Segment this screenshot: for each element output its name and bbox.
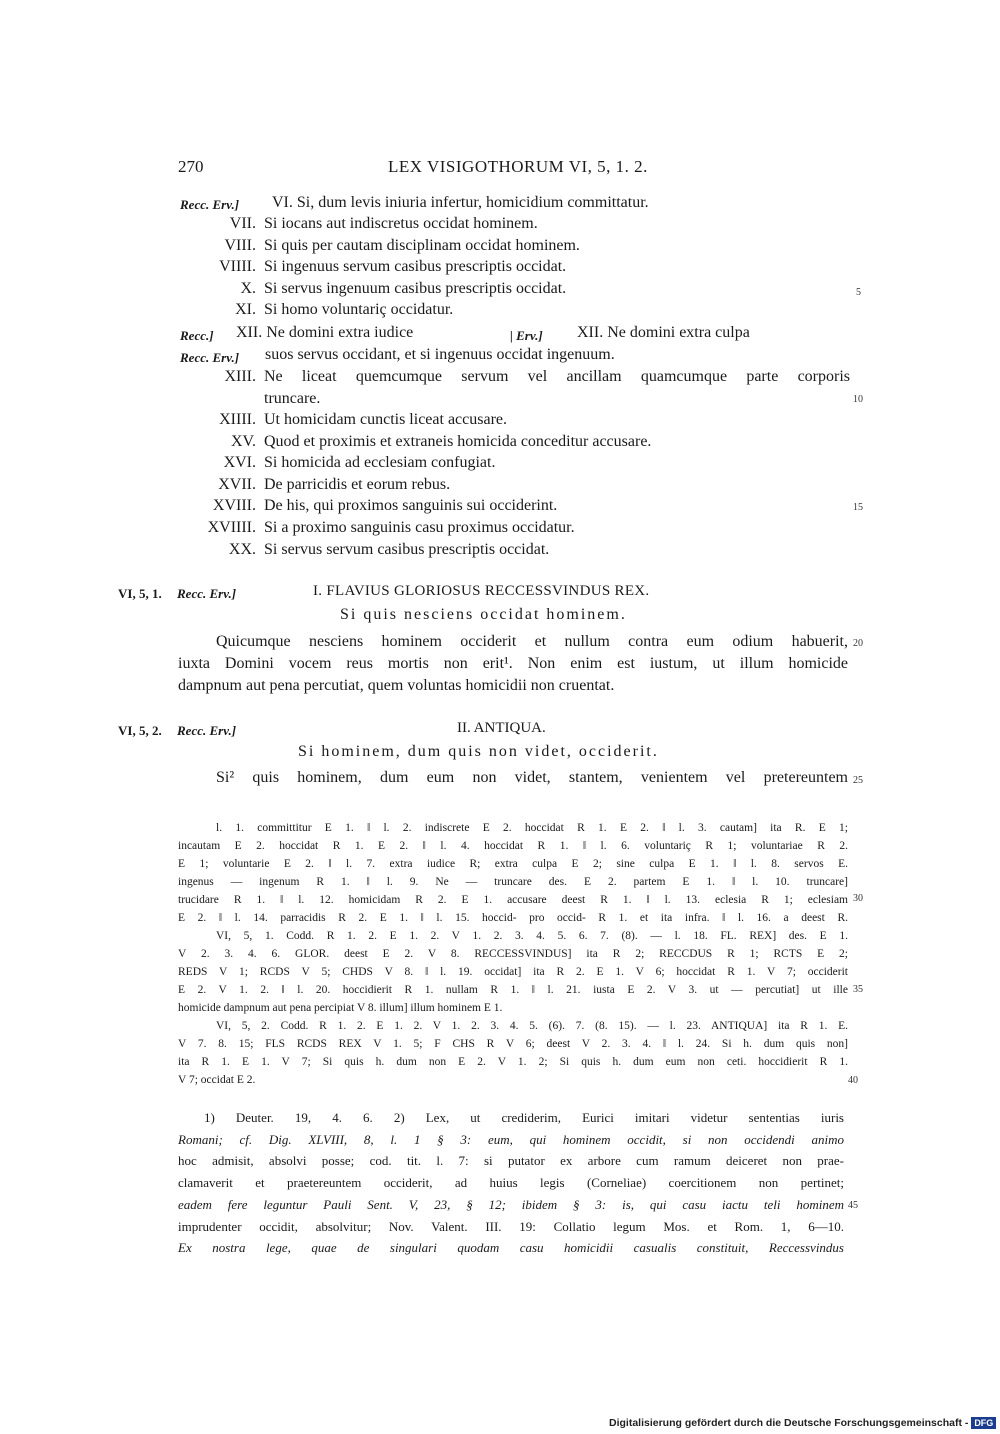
chapter-group-2: XIIII. Ut homicidam cunctis liceat accusare. XV. Quod et proximis et extraneis homicida conceditur accusare. XVI. Si homicida ad ecclesiam confugiat. XVII. De parricidis et eorum rebus. XVIII. De his, qui proximos sanguinis sui occiderint. XVIIII. Si a proximo sanguinis casu proximus occidatur. XX. Si servus servum casibus prescriptis occidat. bbox=[207, 411, 652, 558]
law-heading: II. ANTIQUA. bbox=[457, 720, 546, 736]
chapter-title: Si, dum levis iniuria infertur, homicidium committatur. bbox=[296, 194, 649, 211]
margin-line-number: 30 bbox=[853, 893, 863, 904]
margin-line-number: 5 bbox=[856, 287, 861, 298]
footnote-line: imprudenter occidit, absolvitur; Nov. Valent. III. 19: Collatio legum Mos. et Rom. 1, 6—10. bbox=[178, 1218, 844, 1234]
margin-line-number: 40 bbox=[848, 1075, 858, 1086]
footnote-line: hoc admisit, absolvi posse; cod. tit. l. 7: si putator ex arbore cum ramum deiceret non prae- bbox=[178, 1153, 844, 1169]
law-reference: VI, 5, 2. bbox=[118, 723, 162, 738]
law-title: Si hominem, dum quis non videt, occiderit. bbox=[298, 743, 659, 760]
chapter-vi bbox=[272, 192, 649, 214]
law-text-line: Si² quis hominem, dum eum non videt, stantem, venientem vel pretereuntem bbox=[216, 769, 848, 786]
law-text-line: Quicumque nesciens hominem occiderit et nullum contra eum odium habuerit, bbox=[216, 633, 848, 650]
apparatus-line: ingenus — ingenum R 1. ‖ l. 9. Ne — truncare des. E 2. partem E 1. ‖ l. 10. truncare] bbox=[178, 876, 848, 888]
footnotes bbox=[178, 1107, 844, 1259]
law-title: Si quis nesciens occidat hominem. bbox=[340, 606, 627, 623]
apparatus-line: E 2. ‖ l. 14. parracidis R 2. E 1. ‖ l. 15. hoccid- pro occid- R 1. et ita infra. ‖ l. 16. a deest R. bbox=[178, 912, 848, 924]
margin-line-number: 10 bbox=[853, 394, 863, 405]
apparatus-line: l. 1. committitur E 1. ‖ l. 2. indiscrete E 2. hoccidat R 1. E 2. ‖ l. 3. cautam] ita R. E 1; bbox=[216, 822, 848, 834]
chapter-xii-cont: suos servus occidant, et si ingenuus occidat ingenuum. bbox=[265, 346, 615, 363]
apparatus-line: REDS V 1; RCDS V 5; CHDS V 8. ‖ l. 19. occidat] ita R 2. E 1. V 6; hoccidat R 1. V 7; occiderit bbox=[178, 966, 848, 978]
apparatus-line: ita R 1. E 1. V 7; Si quis h. dum non E 2. V 1. 2; Si quis h. dum eum non ceti. hoccidierit R 1. bbox=[178, 1056, 848, 1068]
recension-mark: Recc. Erv.] bbox=[177, 723, 237, 738]
footnote-line: 1) Deuter. 19, 4. 6. 2) Lex, ut crediderim, Eurici imitari videtur sententias iuris bbox=[204, 1110, 844, 1125]
law-text-line: dampnum aut pena percutiat, quem voluntas homicidii non cruentat. bbox=[178, 677, 615, 694]
footnote-line: clamaverit et praetereuntem occiderit, ad huius legis (Corneliae) coercitionem non pertinet; bbox=[178, 1175, 844, 1191]
chapter-xii-erv: XII. Ne domini extra culpa bbox=[577, 324, 750, 341]
apparatus-line: VI, 5, 2. Codd. R 1. 2. E 1. 2. V 1. 2. 3. 4. 5. (6). 7. (8. 15). — l. 23. ANTIQUA] ita R 1. E. bbox=[216, 1020, 848, 1032]
apparatus-line: V 7; occidat E 2. bbox=[178, 1074, 256, 1086]
margin-line-number: 35 bbox=[853, 984, 863, 995]
recension-mark: Recc. Erv.] bbox=[180, 197, 240, 212]
apparatus-line: V 2. 3. 4. 6. GLOR. deest E 2. V 8. RECCESSVINDUS] ita R 2; RECCDUS R 1; RCTS E 2; bbox=[178, 948, 848, 960]
footnote-line: Ex nostra lege, quae de singulari quodam casu homicidii casualis constituit, Reccessvindus bbox=[178, 1240, 844, 1256]
recension-mark: | Erv.] bbox=[510, 328, 543, 343]
critical-apparatus bbox=[178, 819, 848, 1089]
law-reference: VI, 5, 1. bbox=[118, 586, 162, 601]
chapter-number: VI. bbox=[272, 194, 293, 211]
law-heading: I. FLAVIUS GLORIOSUS RECCESSVINDUS REX. bbox=[313, 583, 650, 599]
apparatus-line: E 1; voluntarie E 2. ‖ l. 7. extra iudice R; extra culpa E 2; sine culpa E 1. ‖ l. 8. servos E. bbox=[178, 858, 848, 870]
recension-mark: Recc. Erv.] bbox=[177, 586, 237, 601]
recension-mark: Recc.] bbox=[180, 328, 214, 343]
chapter-group-1: VII. Si iocans aut indiscretus occidat hominem. VIII. Si quis per cautam disciplinam occidat hominem. VIIII. Si ingenuus servum casibus prescriptis occidat. X. Si servus ingenuum casibus prescriptis occidat. XI. Si homo voluntariç occidatur. bbox=[219, 215, 580, 319]
chapter-xii-recc: XII. Ne domini extra iudice bbox=[236, 324, 414, 341]
apparatus-line: homicide dampnum aut pena percipiat V 8. illum] illum hominem E 1. bbox=[178, 1002, 503, 1014]
margin-line-number: 25 bbox=[853, 775, 863, 786]
margin-line-number: 15 bbox=[853, 502, 863, 513]
apparatus-line: V 7. 8. 15; FLS RCDS REX V 1. 5; F CHS R V 6; deest V 2. 3. 4. ‖ l. 24. Si h. dum quis non] bbox=[178, 1038, 848, 1050]
law-text-line: iuxta Domini vocem reus mortis non erit¹. Non enim est iustum, ut illum homicide bbox=[178, 655, 848, 672]
margin-line-number: 20 bbox=[853, 638, 863, 649]
apparatus-line: VI, 5, 1. Codd. R 1. 2. E 1. 2. V 1. 2. 3. 4. 5. 6. 7. (8). — l. 18. FL. REX] des. E 1. bbox=[216, 930, 848, 942]
recension-mark: Recc. Erv.] bbox=[180, 350, 240, 365]
apparatus-line: incautam E 2. hoccidat R 1. E 2. ‖ l. 4. hoccidat R 1. ‖ l. 6. voluntariç R 1; voluntariae R 2. bbox=[178, 840, 848, 852]
credit-text: Digitalisierung gefördert durch die Deutsche Forschungsgemeinschaft - bbox=[609, 1417, 969, 1429]
apparatus-line: E 2. V 1. 2. ‖ l. 20. hoccidierit R 1. nullam R 1. ‖ l. 21. iusta E 2. V 3. ut — percutiat] ut ille bbox=[178, 984, 848, 996]
digitization-credit bbox=[609, 1417, 996, 1429]
footnote-line: Romani; cf. Dig. XLVIII, 8, l. 1 § 3: eum, qui hominem occidit, si non occidendi animo bbox=[178, 1131, 844, 1147]
footnote-line: eadem fere leguntur Pauli Sent. V, 23, § 12; ibidem § 3: is, qui casu iactu teli hominem bbox=[178, 1196, 844, 1212]
apparatus-line: trucidare R 1. ‖ l. 12. homicidam R 2. E 1. accusare deest R 1. ‖ l. 13. eclesia R 1; eclesiam bbox=[178, 894, 848, 906]
dfg-logo: DFG bbox=[971, 1417, 996, 1429]
page-number: 270 bbox=[178, 157, 204, 176]
margin-line-number: 45 bbox=[848, 1200, 858, 1211]
running-title: LEX VISIGOTHORUM VI, 5, 1. 2. bbox=[388, 157, 648, 176]
